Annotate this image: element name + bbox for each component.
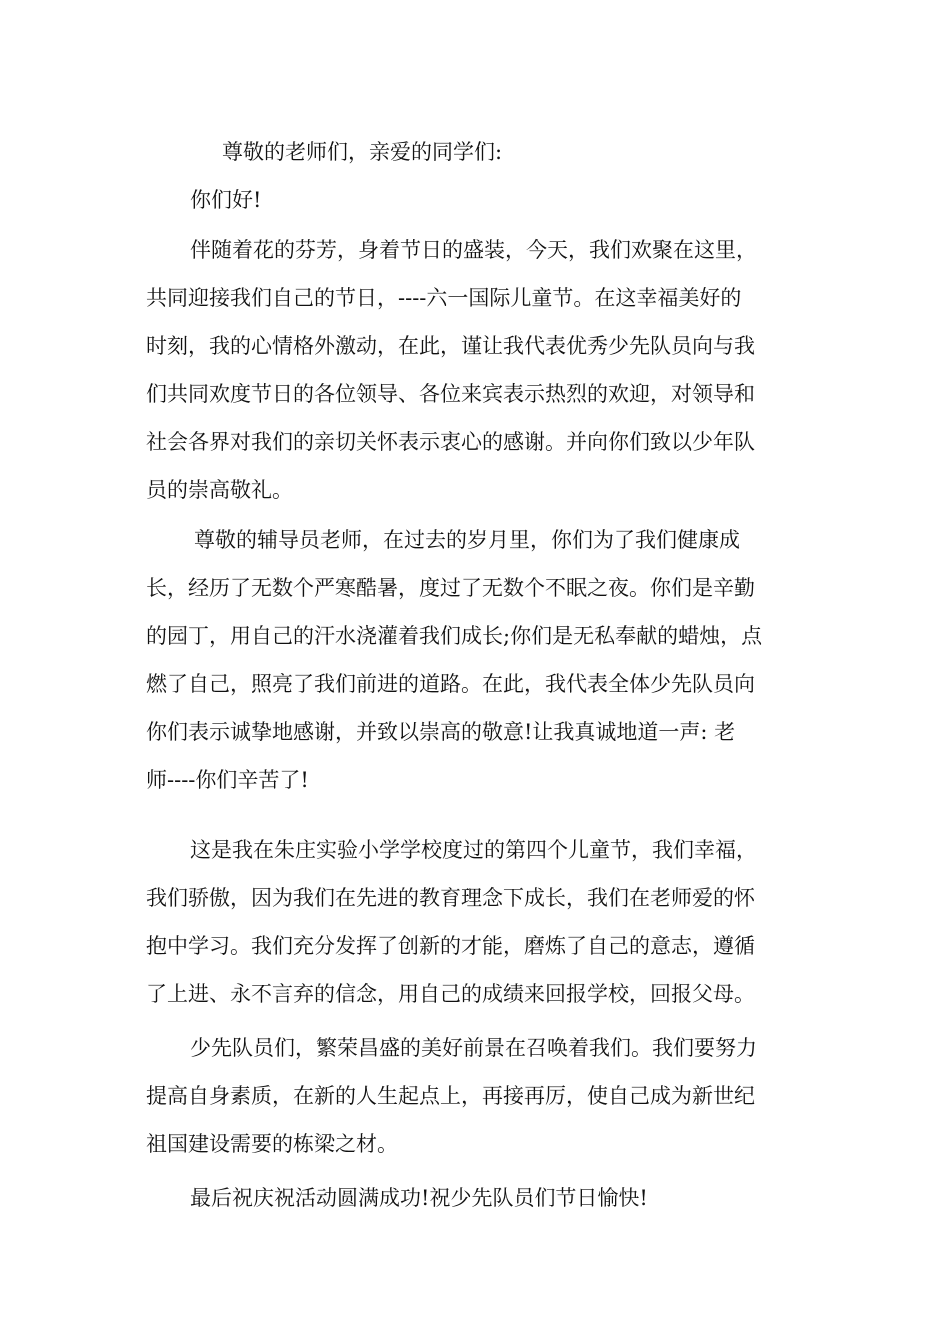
paragraph-3-line-3: 抱中学习。我们充分发挥了创新的才能，磨炼了自己的意志，遵循 — [146, 934, 755, 958]
paragraph-3-line-2: 我们骄傲，因为我们在先进的教育理念下成长，我们在老师爱的怀 — [146, 886, 755, 910]
paragraph-4-line-1: 少先队员们，繁荣昌盛的美好前景在召唤着我们。我们要努力 — [190, 1036, 757, 1060]
greeting: 你们好! — [190, 188, 262, 212]
paragraph-4-line-3: 祖国建设需要的栋梁之材。 — [146, 1132, 398, 1156]
salutation: 尊敬的老师们，亲爱的同学们: — [222, 140, 503, 164]
paragraph-3-line-4: 了上进、永不言弃的信念，用自己的成绩来回报学校，回报父母。 — [146, 982, 755, 1006]
paragraph-2-line-3: 的园丁，用自己的汗水浇灌着我们成长;你们是无私奉献的蜡烛，点 — [146, 624, 763, 648]
paragraph-2-line-6: 师----你们辛苦了! — [146, 768, 309, 792]
paragraph-1-line-1: 伴随着花的芬芳，身着节日的盛装，今天，我们欢聚在这里， — [190, 238, 757, 262]
paragraph-1-line-6: 员的崇高敬礼。 — [146, 478, 293, 502]
paragraph-3-line-1: 这是我在朱庄实验小学学校度过的第四个儿童节，我们幸福， — [190, 838, 757, 862]
paragraph-1-line-2: 共同迎接我们自己的节日，----六一国际儿童节。在这幸福美好的 — [146, 286, 742, 310]
paragraph-1-line-4: 们共同欢度节日的各位领导、各位来宾表示热烈的欢迎，对领导和 — [146, 382, 755, 406]
paragraph-2-line-2: 长，经历了无数个严寒酷暑，度过了无数个不眠之夜。你们是辛勤 — [146, 576, 755, 600]
paragraph-2-line-5: 你们表示诚挚地感谢，并致以崇高的敬意!让我真诚地道一声: 老 — [146, 720, 736, 744]
paragraph-2-line-1: 尊敬的辅导员老师，在过去的岁月里，你们为了我们健康成 — [194, 528, 740, 552]
paragraph-4-line-2: 提高自身素质，在新的人生起点上，再接再厉，使自己成为新世纪 — [146, 1084, 755, 1108]
paragraph-1-line-3: 时刻，我的心情格外激动，在此，谨让我代表优秀少先队员向与我 — [146, 334, 755, 358]
paragraph-2-line-4: 燃了自己，照亮了我们前进的道路。在此，我代表全体少先队员向 — [146, 672, 755, 696]
paragraph-5-line-1: 最后祝庆祝活动圆满成功!祝少先队员们节日愉快! — [190, 1186, 648, 1210]
paragraph-1-line-5: 社会各界对我们的亲切关怀表示衷心的感谢。并向你们致以少年队 — [146, 430, 755, 454]
